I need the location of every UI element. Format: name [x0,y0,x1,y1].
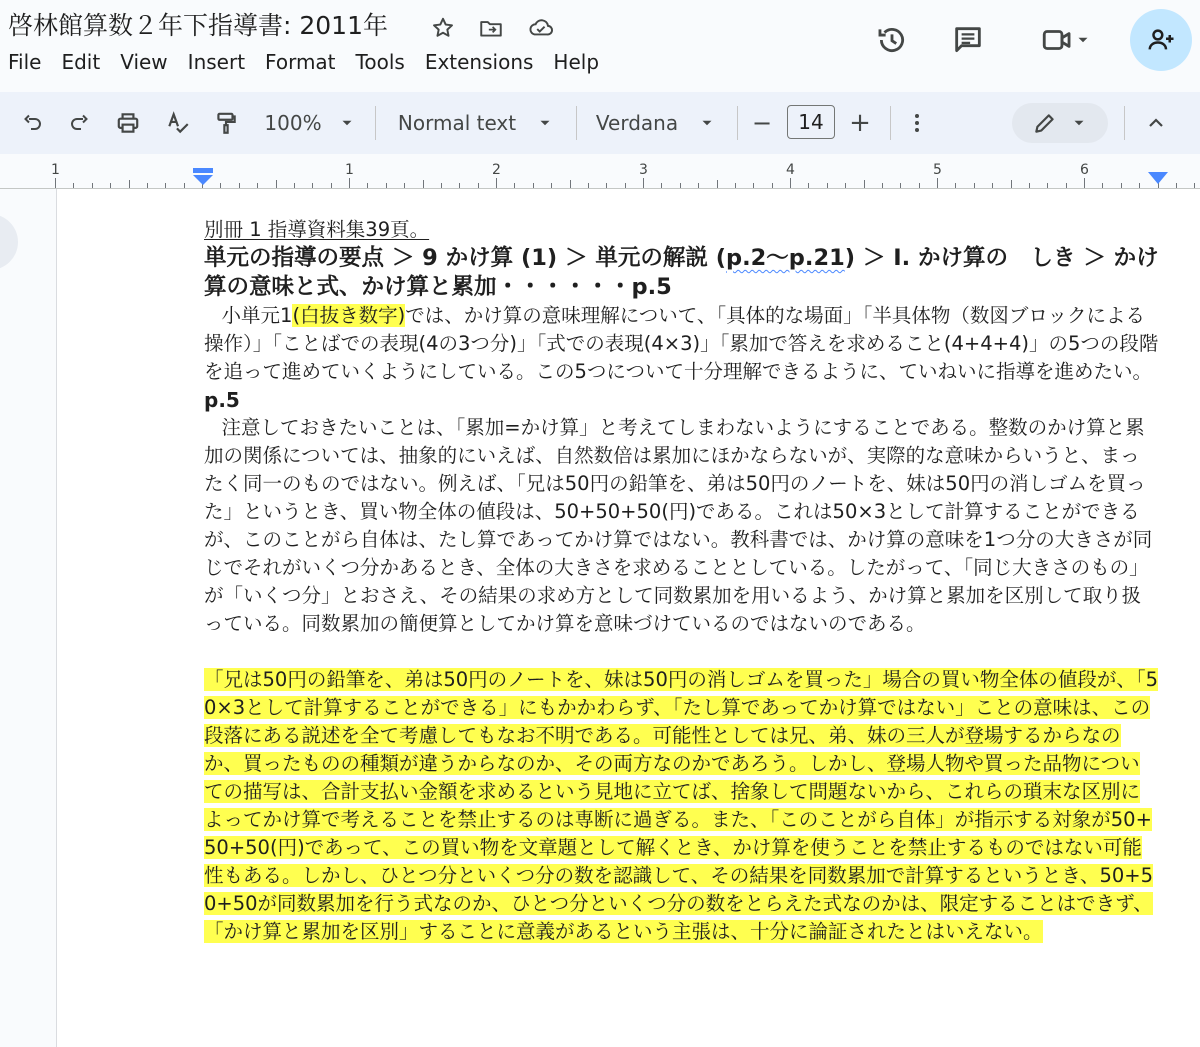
outline-toggle[interactable] [0,214,18,270]
ruler-tick [110,183,111,188]
comments-icon[interactable] [946,20,990,60]
font-family-select[interactable] [590,104,722,142]
increase-font-size-button[interactable] [844,104,876,142]
divider [576,106,577,140]
ruler-tick [1066,183,1067,188]
paragraph-style-select[interactable] [390,104,562,142]
chevron-down-icon [698,114,716,132]
ruler-tick [588,183,589,188]
paragraph-text: 小単元1 [221,304,293,327]
ruler-tick [1029,183,1030,188]
ruler-tick [1176,183,1177,188]
ruler-tick [1102,183,1103,188]
ruler-tick [570,180,571,188]
chevron-down-icon [536,114,554,132]
minus-icon: − [751,109,773,137]
ruler-tick [92,183,93,188]
menu-edit[interactable]: Edit [61,50,101,74]
plus-icon: + [849,108,871,138]
left-indent-marker[interactable] [192,168,214,186]
ruler-tick [974,183,975,188]
paint-format-icon[interactable] [208,104,244,142]
document-body[interactable] [204,216,1159,946]
ruler-tick [533,183,534,188]
ruler-tick [772,183,773,188]
font-family-value: Verdana [595,111,679,135]
print-icon[interactable] [110,104,146,142]
reference-line: 別冊 1 指導資料集39頁。 [204,218,430,241]
ruler-tick [386,183,387,188]
ruler-tick [404,183,405,188]
document-title[interactable]: 啓林館算数２年下指導書: 2011年 [8,11,388,40]
ruler-tick [514,183,515,188]
ruler-tick [1139,183,1140,188]
menu-insert[interactable]: Insert [187,50,246,74]
collapse-menus-icon[interactable] [1137,104,1175,142]
ruler-tick [294,183,295,188]
ruler-tick [478,183,479,188]
divider [890,106,891,140]
ruler-tick [496,178,497,188]
section-heading [204,244,1159,302]
chevron-down-icon [1074,31,1092,49]
ruler-tick [239,183,240,188]
ruler-tick [257,183,258,188]
ruler-tick [827,183,828,188]
paragraph: 注意しておきたいことは、「累加=かけ算」と考えてしまわないようにすることである。整数のかけ算と累加の関係については、抽象的にいえば、自然数倍は累加にほかならないが、実際的な意味からいうと、まったく同一のものではない。例えば、「兄は50円の鉛筆を、弟は50円のノートを、妹は50円の消しゴムを買った」というとき、買い物全体の値段は、50+50+50(円)である。これは50×3として計算することができるが、このことがら自体は、たし算であってかけ算ではない。教科書では、かけ算の意味を1つ分の大きさが同じでそれがいくつ分かあるとき、全体の大きさを求めることとしている。したがって、「同じ大きさのもの」が「いくつ分」とおさえ、その結果の求め方として同数累加を用いるよう、かけ算と累加を区別して取り扱っている。同数累加の簡便算としてかけ算を意味づけているのではないのである。 [204,416,1153,635]
paragraph-style-value: Normal text [397,111,517,135]
ruler-tick [276,180,277,188]
redo-icon[interactable] [62,104,98,142]
ruler-tick [312,183,313,188]
ruler-number: 4 [786,162,795,178]
more-options-icon[interactable] [900,104,934,142]
ruler-tick [919,183,920,188]
page-label: p.5 [204,388,240,412]
ruler-tick [551,183,552,188]
zoom-select[interactable] [256,104,364,142]
spellcheck-underlined-text[interactable]: p.2〜p.21 [726,245,845,271]
pencil-icon [1032,110,1058,136]
ruler-tick [423,180,424,188]
divider [737,106,738,140]
ruler-tick [864,180,865,188]
ruler-tick [661,183,662,188]
ruler-tick [808,183,809,188]
ruler-tick [900,183,901,188]
ruler-tick [165,183,166,188]
heading-text: 単元の指導の要点 ＞ 9 かけ算 (1) ＞ 単元の解説 ( [204,245,726,271]
ruler-tick [1194,183,1195,188]
menu-file[interactable]: File [8,50,42,74]
ruler-tick [680,183,681,188]
cloud-saved-icon[interactable] [527,14,555,42]
menu-tools[interactable]: Tools [355,50,405,74]
ruler-tick [937,178,938,188]
ruler-tick [845,183,846,188]
ruler-tick [882,183,883,188]
video-call-button[interactable] [1030,20,1102,60]
ruler-tick [625,183,626,188]
ruler-tick [1047,183,1048,188]
ruler-tick [1084,178,1085,188]
ruler-tick [73,183,74,188]
ruler-number: 1 [345,162,354,178]
title-bar [0,0,1200,86]
ruler-number: 6 [1080,162,1089,178]
ruler-tick [790,178,791,188]
star-icon[interactable] [429,14,457,42]
ruler-tick [1121,183,1122,188]
highlighted-text: (白抜き数字) [292,304,406,327]
move-to-folder-icon[interactable] [477,14,505,42]
ruler-tick [1011,180,1012,188]
ruler-tick [184,183,185,188]
ruler-number: 2 [492,162,501,178]
right-indent-marker[interactable] [1147,172,1169,186]
heading-text: ) ＞ I. かけ算の しき ＞ かけ算の意味と式、かけ算と累加・・・・・・p.5 [204,245,1159,300]
ruler-tick [147,183,148,188]
divider [375,106,376,140]
share-button[interactable] [1130,9,1192,71]
ruler-number: 1 [51,162,60,178]
divider [1124,106,1125,140]
menu-format[interactable]: Format [265,50,336,74]
spellcheck-icon[interactable] [160,104,196,142]
font-size-input[interactable]: 14 [787,105,835,139]
ruler-tick [459,183,460,188]
ruler-tick [367,183,368,188]
editing-mode-button[interactable] [1012,103,1108,143]
menu-bar [0,48,611,76]
document-page[interactable] [56,189,1200,1047]
ruler-tick [753,183,754,188]
paragraph-text: では、かけ算の意味理解について、「具体的な場面」「半具体物（数図ブロックによる操作）」「ことばでの表現(4の3つ分)」「式での表現(4×3)」「累加で答えを求めること(4+4+4)」の5つの段階を追って進めていくようにしている。この5つについて十分理解できるように、ていねいに指導を進めたい。 [204,304,1159,383]
video-call-icon [1040,23,1074,57]
ruler-tick [717,180,718,188]
horizontal-ruler[interactable] [0,160,1200,189]
menu-help[interactable]: Help [553,50,600,74]
ruler-tick [349,178,350,188]
ruler-tick [441,183,442,188]
menu-extensions[interactable]: Extensions [424,50,534,74]
menu-view[interactable]: View [120,50,168,74]
ruler-tick [331,183,332,188]
ruler-tick [129,180,130,188]
ruler-tick [220,183,221,188]
add-person-icon [1146,25,1176,55]
ruler-tick [735,183,736,188]
highlighted-paragraph [204,666,1159,946]
chevron-down-icon [338,114,356,132]
highlighted-text: 「兄は50円の鉛筆を、弟は50円のノートを、妹は50円の消しゴムを買った」場合の買い物全体の値段が、「50×3として計算することができる」にもかかわらず、「たし算であってかけ算ではない」ことの意味は、この段落にある説述を全て考慮してもなお不明である。可能性としては兄、弟、妹の三人が登場するからなのか、買ったものの種類が違うからなのか、その両方なのかであろう。しかし、登場人物や買った品物についての描写は、合計支払い金額を求めるという見地に立てば、捨象して問題ないから、これらの瑣末な区別によってかけ算で考えることを禁止するのは専断に過ぎる。また、「このことがら自体」が指示する対象が50+50+50(円)であって、この買い物を文章題として解くとき、かけ算を使うことを禁止するものではない可能性もある。しかし、ひとつ分といくつ分の数を認識して、その結果を同数累加で計算するというとき、50+50+50が同数累加を行う式なのか、ひとつ分といくつ分の数をとらえた式なのかは、限定することはできず、「かけ算と累加を区別」することに意義があるという主張は、十分に論証されたとはいえない。 [204,668,1159,943]
ruler-tick [955,183,956,188]
ruler-tick [992,183,993,188]
ruler-number: 5 [933,162,942,178]
decrease-font-size-button[interactable] [746,104,778,142]
ruler-tick [643,178,644,188]
ruler-number: 3 [639,162,648,178]
zoom-value: 100% [264,111,322,135]
chevron-down-icon [1070,114,1088,132]
version-history-icon[interactable] [870,20,914,60]
ruler-tick [698,183,699,188]
ruler-tick [606,183,607,188]
ruler-tick [55,178,56,188]
paragraph [204,302,1159,386]
undo-icon[interactable] [14,104,50,142]
